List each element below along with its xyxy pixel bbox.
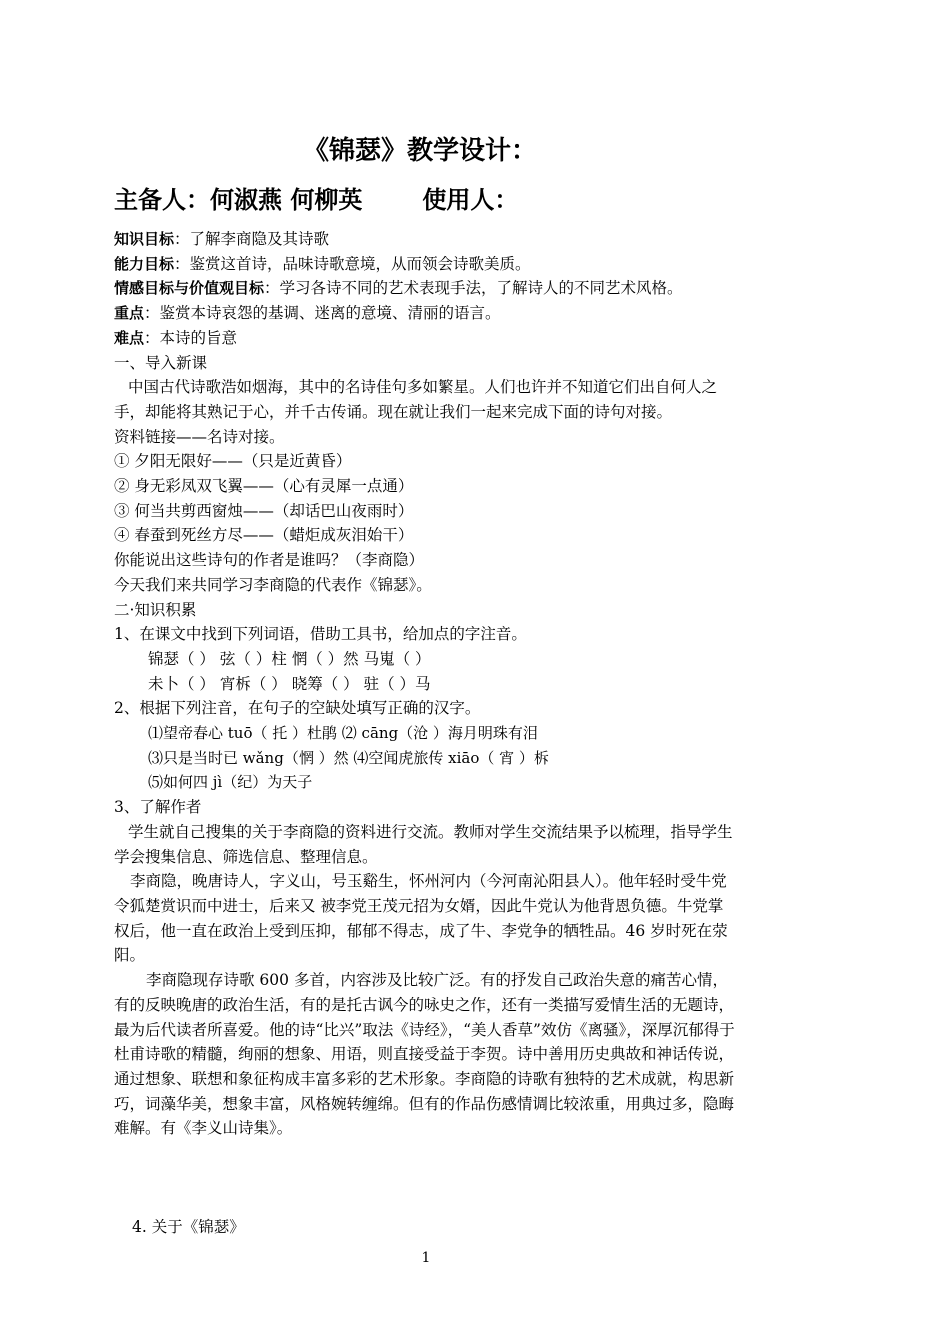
objective-emotion [114,276,736,301]
objective-text: 了解李商隐及其诗歌 [189,230,330,248]
question-1-row-2: 未卜（ ） 宵柝（ ） 晓筹（ ） 驻（ ）马 [148,674,431,693]
question-3: 3、了解作者 [114,798,202,817]
objective-label: 重点 [114,304,145,323]
objective-sep: ： [174,254,190,273]
author-paragraph-3: 李商隐现存诗歌 600 多首，内容涉及比较广泛。有的抒发自己政治失意的痛苦心情，有的反映晚唐的政治生活，有的是托古讽今的咏史之作，还有一类描写爱情生活的无题诗，最为后代读者所喜爱。他的诗“比兴”取法《诗经》，“美人香草”效仿《离骚》，深厚沉郁得于杜甫诗歌的精髓，绚丽的想象、用语，则直接受益于李贺。诗中善用历史典故和神话传说，通过想象、联想和象征构成丰富多彩的艺术形象。李商隐的诗歌有独特的艺术成就，构思新巧，词藻华美，想象丰富，风格婉转缠绵。但有的作品伤感情调比较浓重，用典过多，隐晦难解。有《李义山诗集》。 [114,971,735,1138]
author-line [114,183,518,217]
objective-sep: ： [144,304,160,323]
question-2-row-3: ⑸如何四 jì（纪）为天子 [148,773,313,792]
question-4: 4. 关于《锦瑟》 [132,1218,245,1236]
objective-sep: ： [264,279,280,298]
poem-pair-2: ② 身无彩凤双飞翼——（心有灵犀一点通） [114,477,414,496]
objective-text: 鉴赏本诗哀怨的基调、迷离的意境、清丽的语言。 [159,304,501,323]
poem-pair-4: ④ 春蚕到死丝方尽——（蜡炬成灰泪始干） [114,526,414,545]
question-2: 2、根据下列注音，在句子的空缺处填写正确的汉字。 [114,699,481,718]
section-1-question: 你能说出这些诗句的作者是谁吗？（李商隐） [114,551,425,570]
poem-pair-3: ③ 何当共剪西窗烛——（却话巴山夜雨时） [114,501,414,520]
section-1-intro: 中国古代诗歌浩如烟海，其中的名诗佳句多如繁星。人们也许并不知道它们出自何人之手，却能将其熟记于心，并千古传诵。现在就让我们一起来完成下面的诗句对接。 [114,378,718,421]
objective-difficulty [114,326,736,351]
document-body [114,227,736,1141]
objective-text: 本诗的旨意 [159,328,238,347]
question-2-row-1: ⑴望帝春心 tuō（ 托 ）杜鹃 ⑵ cāng（沧 ）海月明珠有泪 [148,724,538,743]
objective-sep: ： [174,230,190,248]
objective-ability [114,252,736,277]
objective-label: 难点 [114,328,145,347]
objective-knowledge [114,227,736,252]
document-title: 《锦瑟》教学设计： [302,136,537,166]
question-1-row-1: 锦瑟（ ） 弦（ ）柱 惘（ ）然 马嵬（ ） [148,649,431,668]
question-2-row-2: ⑶只是当时已 wǎng（惘 ）然 ⑷空闻虎旅传 xiāo（ 宵 ）柝 [148,748,549,767]
user-label: 使用人： [422,186,519,214]
poem-pair-1: ① 夕阳无限好——（只是近黄昏） [114,452,352,471]
objective-label: 能力目标 [114,254,175,273]
objective-label: 知识目标 [114,230,175,248]
objective-label: 情感目标与价值观目标 [114,279,265,298]
section-1-today: 今天我们来共同学习李商隐的代表作《锦瑟》。 [114,575,432,594]
objective-text: 学习各诗不同的艺术表现手法，了解诗人的不同艺术风格。 [279,279,683,298]
section-2-heading: 二·知识积累 [114,600,197,619]
page-number: 1 [421,1250,431,1266]
section-1-link: 资料链接——名诗对接。 [114,427,285,446]
main-authors: 主备人：何淑燕 何柳英 [114,186,363,214]
author-paragraph-2: 李商隐，晚唐诗人，字义山，号玉谿生，怀州河内（今河南沁阳县人）。他年轻时受牛党令狐楚赏识而中进士，后来又 被李党王茂元招为女婿，因此牛党认为他背恩负德。牛党掌权后，他一直在政治上受到压抑，郁郁不得志，成了牛、李党争的牺牲品。46 岁时死在荥阳。 [114,872,728,965]
objective-sep: ： [144,328,160,347]
objective-text: 鉴赏这首诗，品味诗歌意境，从而领会诗歌美质。 [189,254,531,273]
objective-key-point [114,301,736,326]
author-paragraph-1: 学生就自己搜集的关于李商隐的资料进行交流。教师对学生交流结果予以梳理，指导学生学会搜集信息、筛选信息、整理信息。 [114,822,733,866]
section-1-heading: 一、导入新课 [114,353,208,372]
question-1: 1、在课文中找到下列词语，借助工具书，给加点的字注音。 [114,625,527,644]
